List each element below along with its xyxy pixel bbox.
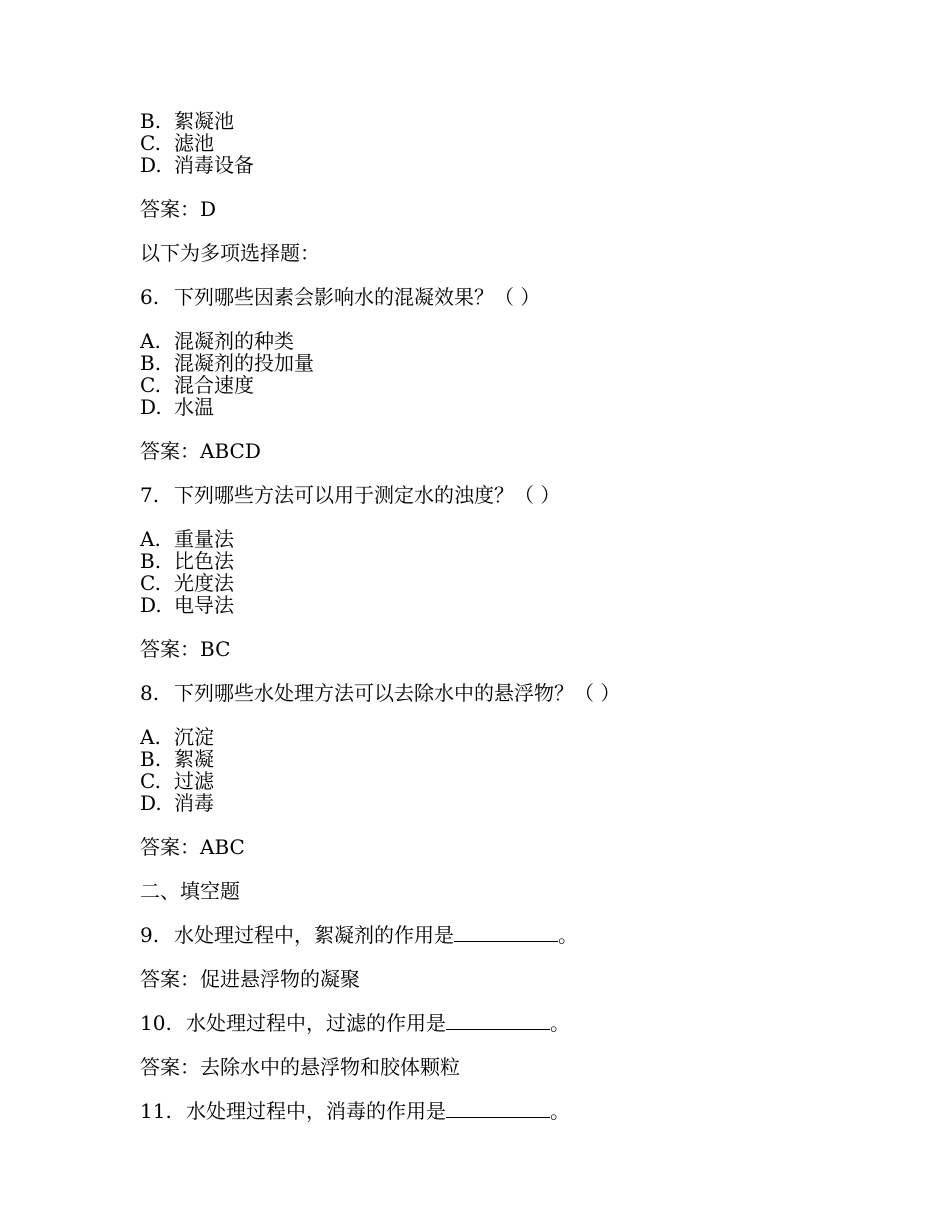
question-text: 水处理过程中，过滤的作用是: [186, 1011, 446, 1035]
question-end: 。: [558, 923, 578, 947]
question-text: 水处理过程中，消毒的作用是: [186, 1099, 446, 1123]
question-text: 下列哪些方法可以用于测定水的浊度？（ ）: [174, 483, 561, 507]
question-8: [140, 682, 840, 704]
question-text: 水处理过程中，絮凝剂的作用是: [174, 923, 454, 947]
option-text: 混凝剂的投加量: [174, 351, 314, 375]
option-c: [140, 770, 840, 792]
answer: 答案：ABCD: [140, 439, 261, 463]
option-letter: D.: [140, 593, 162, 617]
question-9: [140, 924, 840, 946]
option-letter: D.: [140, 395, 162, 419]
option-text: 滤池: [174, 131, 214, 155]
option-text: 电导法: [174, 593, 234, 617]
option-c: [140, 572, 840, 594]
option-a: [140, 528, 840, 550]
option-letter: B.: [140, 747, 162, 771]
option-text: 比色法: [174, 549, 234, 573]
option-letter: C.: [140, 373, 161, 397]
option-a: [140, 330, 840, 352]
option-d: [140, 154, 840, 176]
option-c: [140, 132, 840, 154]
question-number: 11.: [140, 1099, 172, 1123]
option-a: [140, 726, 840, 748]
option-letter: A.: [140, 527, 161, 551]
option-c: [140, 374, 840, 396]
question-text: 下列哪些因素会影响水的混凝效果？（ ）: [174, 285, 541, 309]
question-number: 6.: [140, 285, 160, 309]
option-b: [140, 748, 840, 770]
section-heading-fill: 二、填空题: [140, 879, 240, 903]
option-text: 沉淀: [174, 725, 214, 749]
question-7: [140, 484, 840, 506]
option-text: 重量法: [174, 527, 234, 551]
question-number: 10.: [140, 1011, 172, 1035]
option-letter: D.: [140, 153, 162, 177]
option-letter: B.: [140, 109, 162, 133]
option-d: [140, 396, 840, 418]
question-number: 7.: [140, 483, 160, 507]
answer: 答案：促进悬浮物的凝聚: [140, 967, 360, 991]
answer: 答案：去除水中的悬浮物和胶体颗粒: [140, 1055, 460, 1079]
question-end: 。: [550, 1011, 570, 1035]
option-d: [140, 594, 840, 616]
option-b: [140, 550, 840, 572]
option-text: 消毒: [174, 791, 214, 815]
option-letter: B.: [140, 549, 162, 573]
section-heading-multi: 以下为多项选择题：: [140, 241, 320, 265]
answer-blank: [446, 1012, 550, 1030]
answer: 答案：BC: [140, 637, 231, 661]
option-text: 过滤: [174, 769, 214, 793]
document-page: [140, 110, 840, 1122]
option-d: [140, 792, 840, 814]
option-letter: C.: [140, 131, 161, 155]
option-letter: C.: [140, 571, 161, 595]
option-text: 光度法: [174, 571, 234, 595]
answer: 答案：D: [140, 197, 217, 221]
option-text: 混合速度: [174, 373, 254, 397]
question-10: [140, 1012, 840, 1034]
option-letter: A.: [140, 329, 161, 353]
option-text: 絮凝: [174, 747, 214, 771]
option-b: [140, 110, 840, 132]
option-letter: A.: [140, 725, 161, 749]
option-letter: C.: [140, 769, 161, 793]
option-letter: D.: [140, 791, 162, 815]
option-text: 水温: [174, 395, 214, 419]
question-text: 下列哪些水处理方法可以去除水中的悬浮物？（ ）: [174, 681, 621, 705]
answer-blank: [454, 924, 558, 942]
question-6: [140, 286, 840, 308]
answer: 答案：ABC: [140, 835, 245, 859]
option-text: 消毒设备: [174, 153, 254, 177]
question-number: 9.: [140, 923, 160, 947]
option-letter: B.: [140, 351, 162, 375]
question-end: 。: [550, 1099, 570, 1123]
question-11: [140, 1100, 840, 1122]
question-number: 8.: [140, 681, 160, 705]
option-text: 混凝剂的种类: [174, 329, 294, 353]
answer-blank: [446, 1100, 550, 1118]
option-text: 絮凝池: [174, 109, 234, 133]
option-b: [140, 352, 840, 374]
